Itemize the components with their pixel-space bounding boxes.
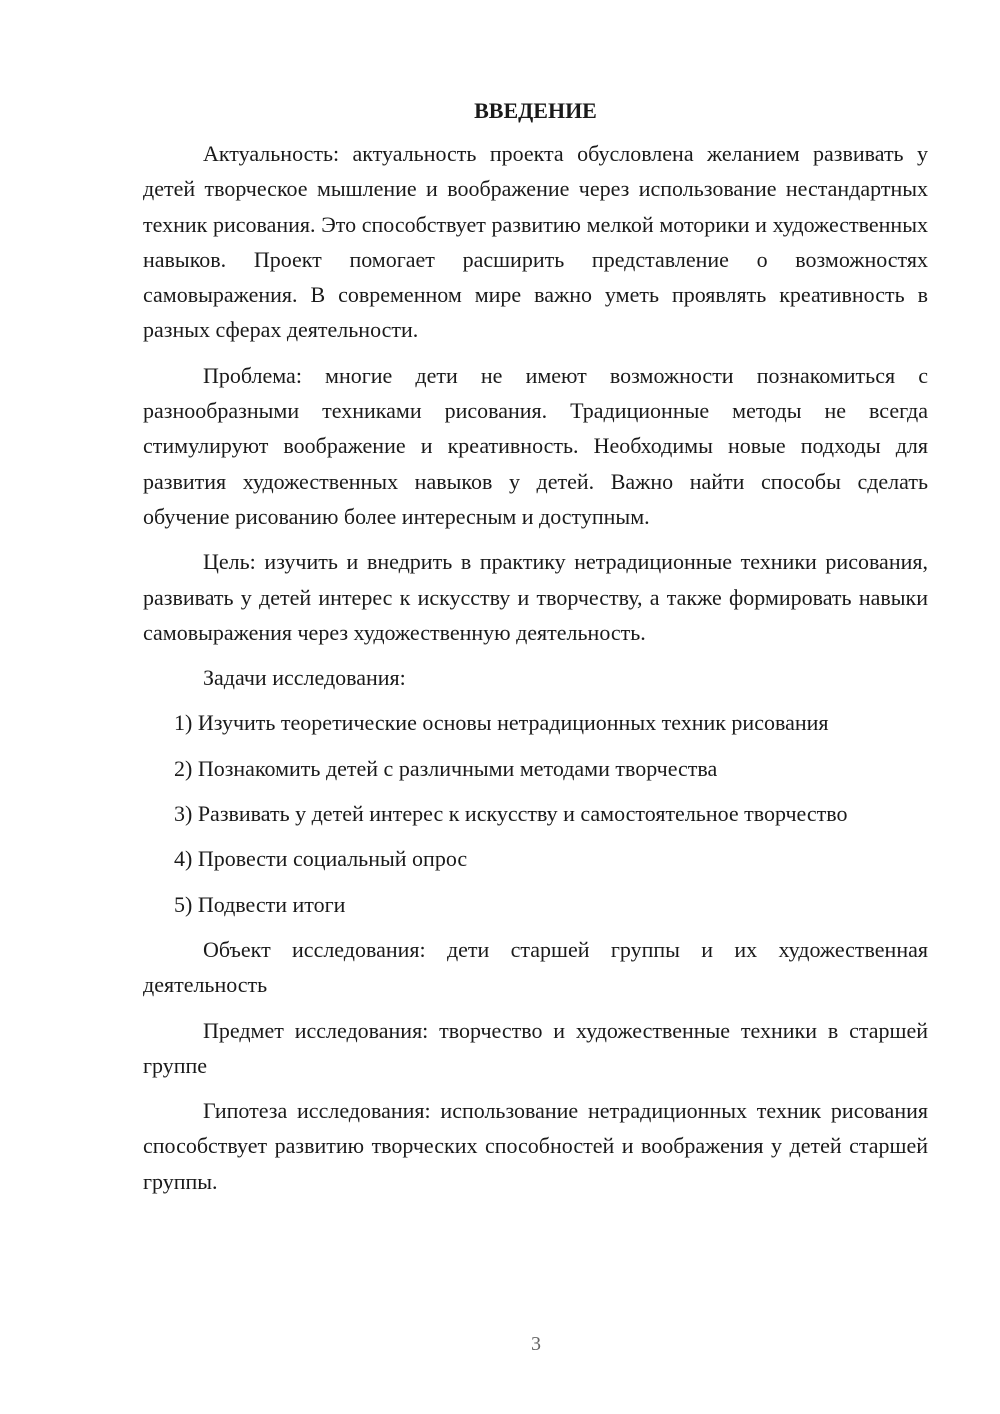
list-item: 1) Изучить теоретические основы нетрадиционных техник рисования [174,710,829,736]
tasks-heading: Задачи исследования: [203,665,406,691]
paragraph-subject: Предмет исследования: творчество и художественные техники в старшей группе [143,1017,928,1078]
section-title: ВВЕДЕНИЕ [474,98,597,123]
paragraph-object: Объект исследования: дети старшей группы и их художественная деятельность [143,936,928,998]
paragraph-hypothesis: Гипотеза исследования: использование нетрадиционных техник рисования способствует развитию творческих способностей и воображения у детей старшей группы. [143,1098,928,1194]
tasks-list [143,705,928,921]
list-item: 4) Провести социальный опрос [174,846,468,872]
paragraph-problem: Проблема: многие дети не имеют возможности познакомиться с разнообразными техниками рисования. Традиционные методы не всегда стимулируют воображение и креативность. Необходимы новые подходы для развития художественных навыков у детей. Важно найти способы сделать обучение рисованию более интересным и доступным. [143,362,928,529]
document-page [143,96,928,1209]
list-item: 3) Развивать у детей интерес к искусству и самостоятельное творчество [174,801,848,827]
list-item: 5) Подвести итоги [174,891,346,917]
page-number: 3 [531,1333,541,1355]
list-item: 2) Познакомить детей с различными методами творчества [174,755,718,781]
paragraph-relevance: Актуальность: актуальность проекта обусловлена желанием развивать у детей творческое мышление и воображение через использование нестандартных техник рисования. Это способствует развитию мелкой моторики и художественных навыков. Проект помогает расширить представление о возможностях самовыражения. В современном мире важно уметь проявлять креативность в разных сферах деятельности. [143,141,928,343]
paragraph-goal: Цель: изучить и внедрить в практику нетрадиционные техники рисования, развивать у детей интерес к искусству и творчеству, а также формировать навыки самовыражения через художественную деятельность. [143,549,928,645]
